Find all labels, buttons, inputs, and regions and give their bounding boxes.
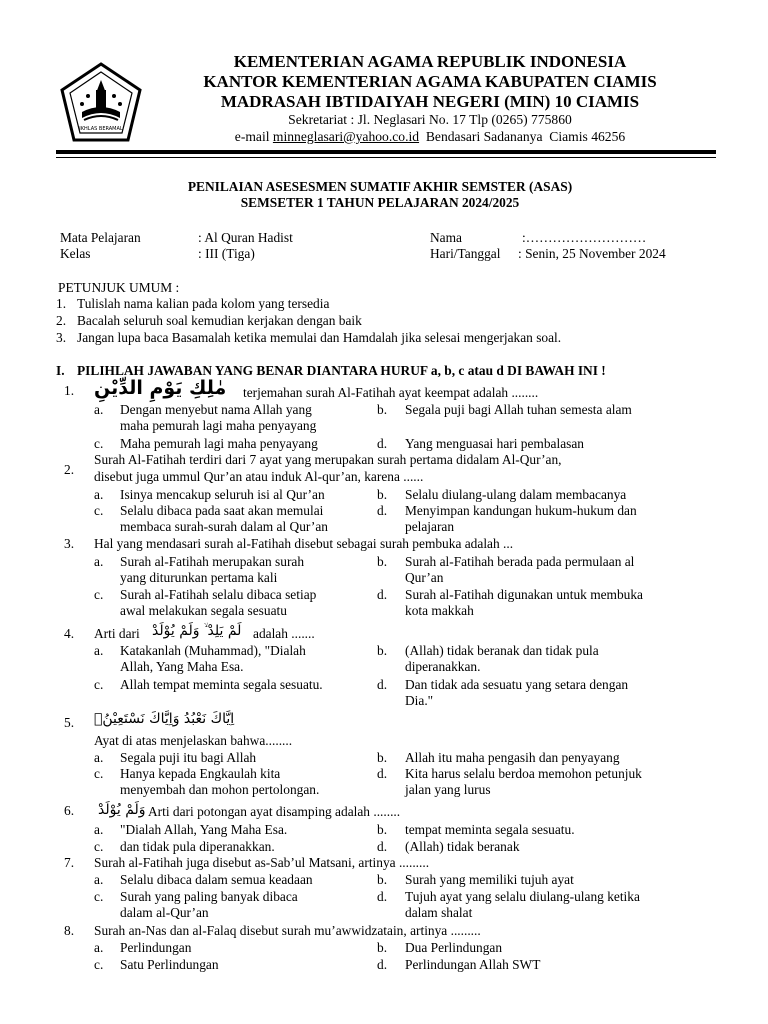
option-letter: b. [377,487,388,502]
option-letter: a. [94,402,104,417]
option-letter: a. [94,872,104,887]
option-text-cont: Qur’an [405,570,444,585]
header-divider-thin [56,157,716,158]
question-number: 8. [64,923,75,938]
option-text[interactable]: tempat meminta segala sesuatu. [405,822,575,837]
question-number: 2. [64,462,75,477]
option-text[interactable]: Perlindungan Allah SWT [405,957,541,972]
option-text[interactable]: "Dialah Allah, Yang Maha Esa. [120,822,288,837]
subject-label: Mata Pelajaran [60,230,141,245]
option-text[interactable]: Kita harus selalu berdoa memohon petunjuk [405,766,642,781]
section-number: I. [56,363,65,378]
option-letter: c. [94,957,104,972]
question-text: Arti dari potongan ayat disamping adalah ........ [148,804,401,819]
option-text-cont: membaca surah-surah dalam al Qur’an [120,519,328,534]
exam-subtitle: SEMSETER 1 TAHUN PELAJARAN 2024/2025 [240,195,520,210]
option-letter: b. [377,822,388,837]
option-text[interactable]: Tujuh ayat yang selalu diulang-ulang ketika [405,889,640,904]
exam-title: PENILAIAN ASESESMEN SUMATIF AKHIR SEMSTER (ASAS) [187,179,573,194]
option-text[interactable]: Allah tempat meminta segala sesuatu. [120,677,323,692]
option-letter: b. [377,643,388,658]
option-letter: b. [377,554,388,569]
header-ministry: KEMENTERIAN AGAMA REPUBLIK INDONESIA [233,52,627,71]
option-text[interactable]: dan tidak pula diperanakkan. [120,839,275,854]
question-text-cont: disebut juga ummul Qur’an atau induk Al-qur’an, karena ...... [94,469,424,484]
class-value: : III (Tiga) [198,246,255,261]
instruction-text-1: Tulislah nama kalian pada kolom yang tersedia [77,296,330,311]
question-text: Surah an-Nas dan al-Falaq disebut surah mu’awwidzatain, artinya ......... [94,923,481,938]
date-value: : Senin, 25 November 2024 [518,246,666,261]
header-contact: e-mail minneglasari@yahoo.co.id Bendasari Sadananya Ciamis 46256 [234,129,626,144]
question-text: Surah al-Fatihah juga disebut as-Sab’ul Matsani, artinya ......... [94,855,430,870]
option-letter: b. [377,940,388,955]
option-text[interactable]: (Allah) tidak beranak dan tidak pula [405,643,599,658]
option-text[interactable]: Dan tidak ada sesuatu yang setara dengan [405,677,629,692]
question-number: 6. [64,803,75,818]
option-text-cont: dalam al-Qur’an [120,905,209,920]
option-text-cont: diperanakkan. [405,659,481,674]
instruction-text-3: Jangan lupa baca Basamalah ketika memulai dan Hamdalah jika selesai mengerjakan soal. [77,330,562,345]
option-text-cont: pelajaran [405,519,455,534]
option-text[interactable]: Satu Perlindungan [120,957,219,972]
option-text[interactable]: Surah al-Fatihah berada pada permulaan al [405,554,635,569]
option-text-cont: dalam shalat [405,905,473,920]
question-number: 3. [64,536,75,551]
option-letter: c. [94,587,104,602]
option-letter: d. [377,889,388,904]
instruction-num-1: 1. [56,296,67,311]
option-text-cont: kota makkah [405,603,474,618]
option-letter: c. [94,839,104,854]
instruction-num-3: 3. [56,330,67,345]
option-letter: a. [94,554,104,569]
question-number: 1. [64,383,75,398]
option-text[interactable]: Maha pemurah lagi maha penyayang [120,436,318,451]
option-text-cont: yang diturunkan pertama kali [120,570,278,585]
option-letter: d. [377,503,388,518]
option-text[interactable]: Selalu dibaca pada saat akan memulai [120,503,324,518]
option-letter: c. [94,503,104,518]
class-label: Kelas [60,246,91,261]
question-number: 4. [64,626,75,641]
arabic-verse: وَلَمْ يُوْلَدْ [98,802,146,818]
option-text-cont: awal melakukan segala sesuatu [120,603,287,618]
option-text-cont: menyembah dan mohon pertolongan. [120,782,320,797]
option-text[interactable]: Allah itu maha pengasih dan penyayang [405,750,620,765]
question-text: terjemahan surah Al-Fatihah ayat keempat adalah ........ [243,385,539,400]
option-text-cont: Dia." [405,693,434,708]
question-text: Hal yang mendasari surah al-Fatihah disebut sebagai surah pembuka adalah ... [94,536,514,551]
instructions-heading: PETUNJUK UMUM : [58,280,180,295]
option-letter: c. [94,889,104,904]
arabic-verse: مٰلِكِ يَوْمِ الدِّيْنِ [94,377,227,399]
option-letter: b. [377,872,388,887]
option-text[interactable]: Surah al-Fatihah selalu dibaca setiap [120,587,317,602]
option-letter: c. [94,766,104,781]
header-office: KANTOR KEMENTERIAN AGAMA KABUPATEN CIAMIS [203,72,657,91]
question-text-pre: Arti dari [94,626,140,641]
option-text[interactable]: (Allah) tidak beranak [405,839,520,854]
instruction-num-2: 2. [56,313,67,328]
option-text-cont: maha pemurah lagi maha penyayang [120,418,317,433]
option-letter: c. [94,677,104,692]
name-field[interactable]: :……………………… [522,230,647,245]
header-divider-thick [56,150,716,154]
option-text[interactable]: Surah yang memiliki tujuh ayat [405,872,574,887]
question-text-post: adalah ....... [253,626,315,641]
option-letter: d. [377,839,388,854]
option-text[interactable]: Selalu diulang-ulang dalam membacanya [405,487,627,502]
name-label: Nama [430,230,462,245]
date-label: Hari/Tanggal [430,246,501,261]
option-text[interactable]: Dua Perlindungan [405,940,503,955]
arabic-verse: اِيَّاكَ نَعْبُدُ وَاِيَّاكَ نَسْتَعِيْنُۗ [94,711,235,727]
section-heading: PILIHLAH JAWABAN YANG BENAR DIANTARA HURUF a, b, c atau d DI BAWAH INI ! [77,363,606,378]
instruction-text-2: Bacalah seluruh soal kemudian kerjakan dengan baik [77,313,362,328]
option-text[interactable]: Katakanlah (Muhammad), "Dialah [120,643,306,658]
option-text[interactable]: Segala puji bagi Allah tuhan semesta alam [405,402,632,417]
option-letter: a. [94,643,104,658]
option-text[interactable]: Menyimpan kandungan hukum-hukum dan [405,503,637,518]
option-letter: d. [377,766,388,781]
option-letter: a. [94,940,104,955]
header-school: MADRASAH IBTIDAIYAH NEGERI (MIN) 10 CIAMIS [220,92,640,111]
option-text[interactable]: Hanya kepada Engkaulah kita [120,766,281,781]
option-letter: d. [377,436,388,451]
option-letter: a. [94,822,104,837]
question-number: 7. [64,855,75,870]
option-letter: b. [377,402,388,417]
email-link[interactable]: minneglasari@yahoo.co.id [272,129,420,144]
logo-motto: IKHLAS BERAMAL [79,126,123,132]
header-address: Sekretariat : Jl. Neglasari No. 17 Tlp (0265) 775860 [288,112,572,127]
option-letter: a. [94,487,104,502]
kemenag-logo [58,60,144,146]
option-text[interactable]: Surah al-Fatihah merupakan surah [120,554,305,569]
option-text[interactable]: Yang menguasai hari pembalasan [405,436,584,451]
option-text[interactable]: Surah yang paling banyak dibaca [120,889,298,904]
arabic-verse: لَمْ يَلِدْ ۙ وَلَمْ يُوْلَدْ [152,623,242,639]
subject-value: : Al Quran Hadist [198,230,293,245]
question-number: 5. [64,715,75,730]
option-letter: d. [377,587,388,602]
question-text: Surah Al-Fatihah terdiri dari 7 ayat yang merupakan surah pertama didalam Al-Qur’an, [94,452,562,467]
option-text[interactable]: Isinya mencakup seluruh isi al Qur’an [120,487,325,502]
option-text[interactable]: Surah al-Fatihah digunakan untuk membuka [405,587,644,602]
option-text[interactable]: Perlindungan [120,940,192,955]
question-text: Ayat di atas menjelaskan bahwa........ [94,733,293,748]
option-text[interactable]: Dengan menyebut nama Allah yang [120,402,312,417]
option-text-cont: Allah, Yang Maha Esa. [120,659,244,674]
option-letter: d. [377,677,388,692]
option-letter: d. [377,957,388,972]
option-letter: b. [377,750,388,765]
option-text-cont: jalan yang lurus [405,782,491,797]
option-text[interactable]: Selalu dibaca dalam semua keadaan [120,872,313,887]
option-letter: a. [94,750,104,765]
option-text[interactable]: Segala puji itu bagi Allah [120,750,257,765]
option-letter: c. [94,436,104,451]
